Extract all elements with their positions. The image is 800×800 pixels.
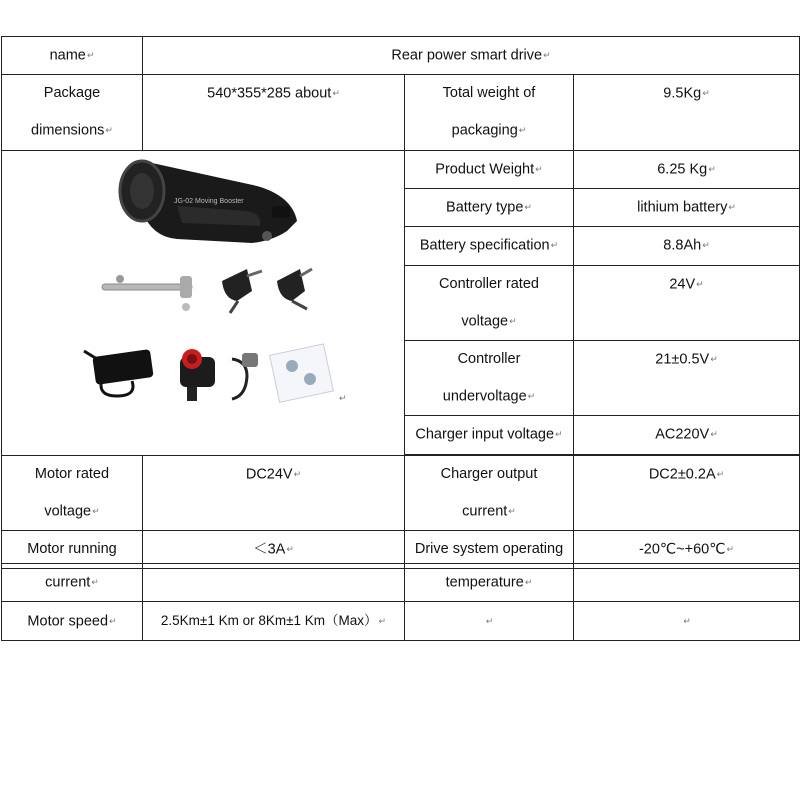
row-package [2, 75, 800, 150]
product-photo-cell [2, 150, 405, 455]
battery-spec-value-cell: 8.8Ah↵ [574, 227, 800, 265]
spec-table-continued [1, 563, 800, 641]
charger-input-value-cell: AC220V↵ [574, 416, 800, 454]
controller-voltage-label-cell: Controller rated voltage↵ [405, 265, 574, 340]
battery-type-value-cell: lithium battery↵ [574, 188, 800, 226]
svg-text:JG-02 Moving Booster: JG-02 Moving Booster [174, 197, 244, 205]
packaging-weight-value-cell: 9.5Kg↵ [574, 75, 800, 150]
battery-spec-label-cell: Battery specification↵ [405, 227, 574, 265]
package-label-cell: Package dimensions↵ [2, 75, 143, 150]
product-illustration [2, 151, 404, 449]
drive-unit-image [120, 161, 297, 243]
svg-text:↵: ↵ [339, 392, 347, 403]
empty-cell-4: ↵ [574, 602, 800, 641]
name-value-cell: Rear power smart drive↵ [143, 37, 800, 75]
name-label-cell: name↵ [2, 37, 143, 75]
packaging-weight-label-cell: Total weight of packaging↵ [405, 75, 574, 150]
controller-undervoltage-label-cell: Controller undervoltage↵ [405, 340, 574, 415]
drive-temp-label-cell: Drive system operating [405, 530, 574, 568]
package-value-cell: 540*355*285 about↵ [143, 75, 405, 150]
row-motor-running-continued [2, 564, 800, 602]
mounting-rod-image [102, 275, 192, 311]
charger-output-value-cell: DC2±0.2A↵ [574, 455, 800, 530]
product-weight-value-cell: 6.25 Kg↵ [574, 150, 800, 188]
empty-cell-2 [574, 564, 800, 602]
charger-output-label-cell: Charger output current↵ [405, 455, 574, 530]
motor-voltage-value-cell: DC24V↵ [143, 455, 405, 530]
row-name [2, 37, 800, 75]
motor-running-value-cell: ＜3A↵ [143, 530, 405, 568]
manual-bag-image [270, 344, 334, 402]
name-label: name [49, 47, 86, 64]
controller-undervoltage-value-cell: 21±0.5V↵ [574, 340, 800, 415]
name-value: Rear power smart drive [391, 47, 543, 64]
motor-voltage-label-cell: Motor rated voltage↵ [2, 455, 143, 530]
controller-voltage-value-cell: 24V↵ [574, 265, 800, 340]
motor-running-label-cont-cell: current↵ [2, 564, 143, 602]
charger-input-label-cell: Charger input voltage↵ [405, 416, 574, 454]
drive-temp-label-cont-cell: temperature↵ [405, 564, 574, 602]
empty-cell-3: ↵ [405, 602, 574, 641]
bracket-image-1 [222, 269, 262, 313]
row-product-weight [2, 150, 800, 188]
motor-speed-value-cell: 2.5Km±1 Km or 8Km±1 Km（Max）↵ [143, 602, 405, 641]
motor-speed-label-cell: Motor speed↵ [2, 602, 143, 641]
controller-image [180, 349, 258, 401]
charger-image [84, 349, 154, 396]
row-motor-speed [2, 602, 800, 641]
spec-table [1, 36, 800, 569]
product-weight-label-cell: Product Weight↵ [405, 150, 574, 188]
empty-cell-1 [143, 564, 405, 602]
row-motor-voltage [2, 455, 800, 530]
bracket-image-2 [277, 269, 312, 309]
battery-type-label-cell: Battery type↵ [405, 188, 574, 226]
drive-temp-value-cell: -20℃~+60℃↵ [574, 530, 800, 568]
motor-running-label-cell: Motor running [2, 530, 143, 568]
